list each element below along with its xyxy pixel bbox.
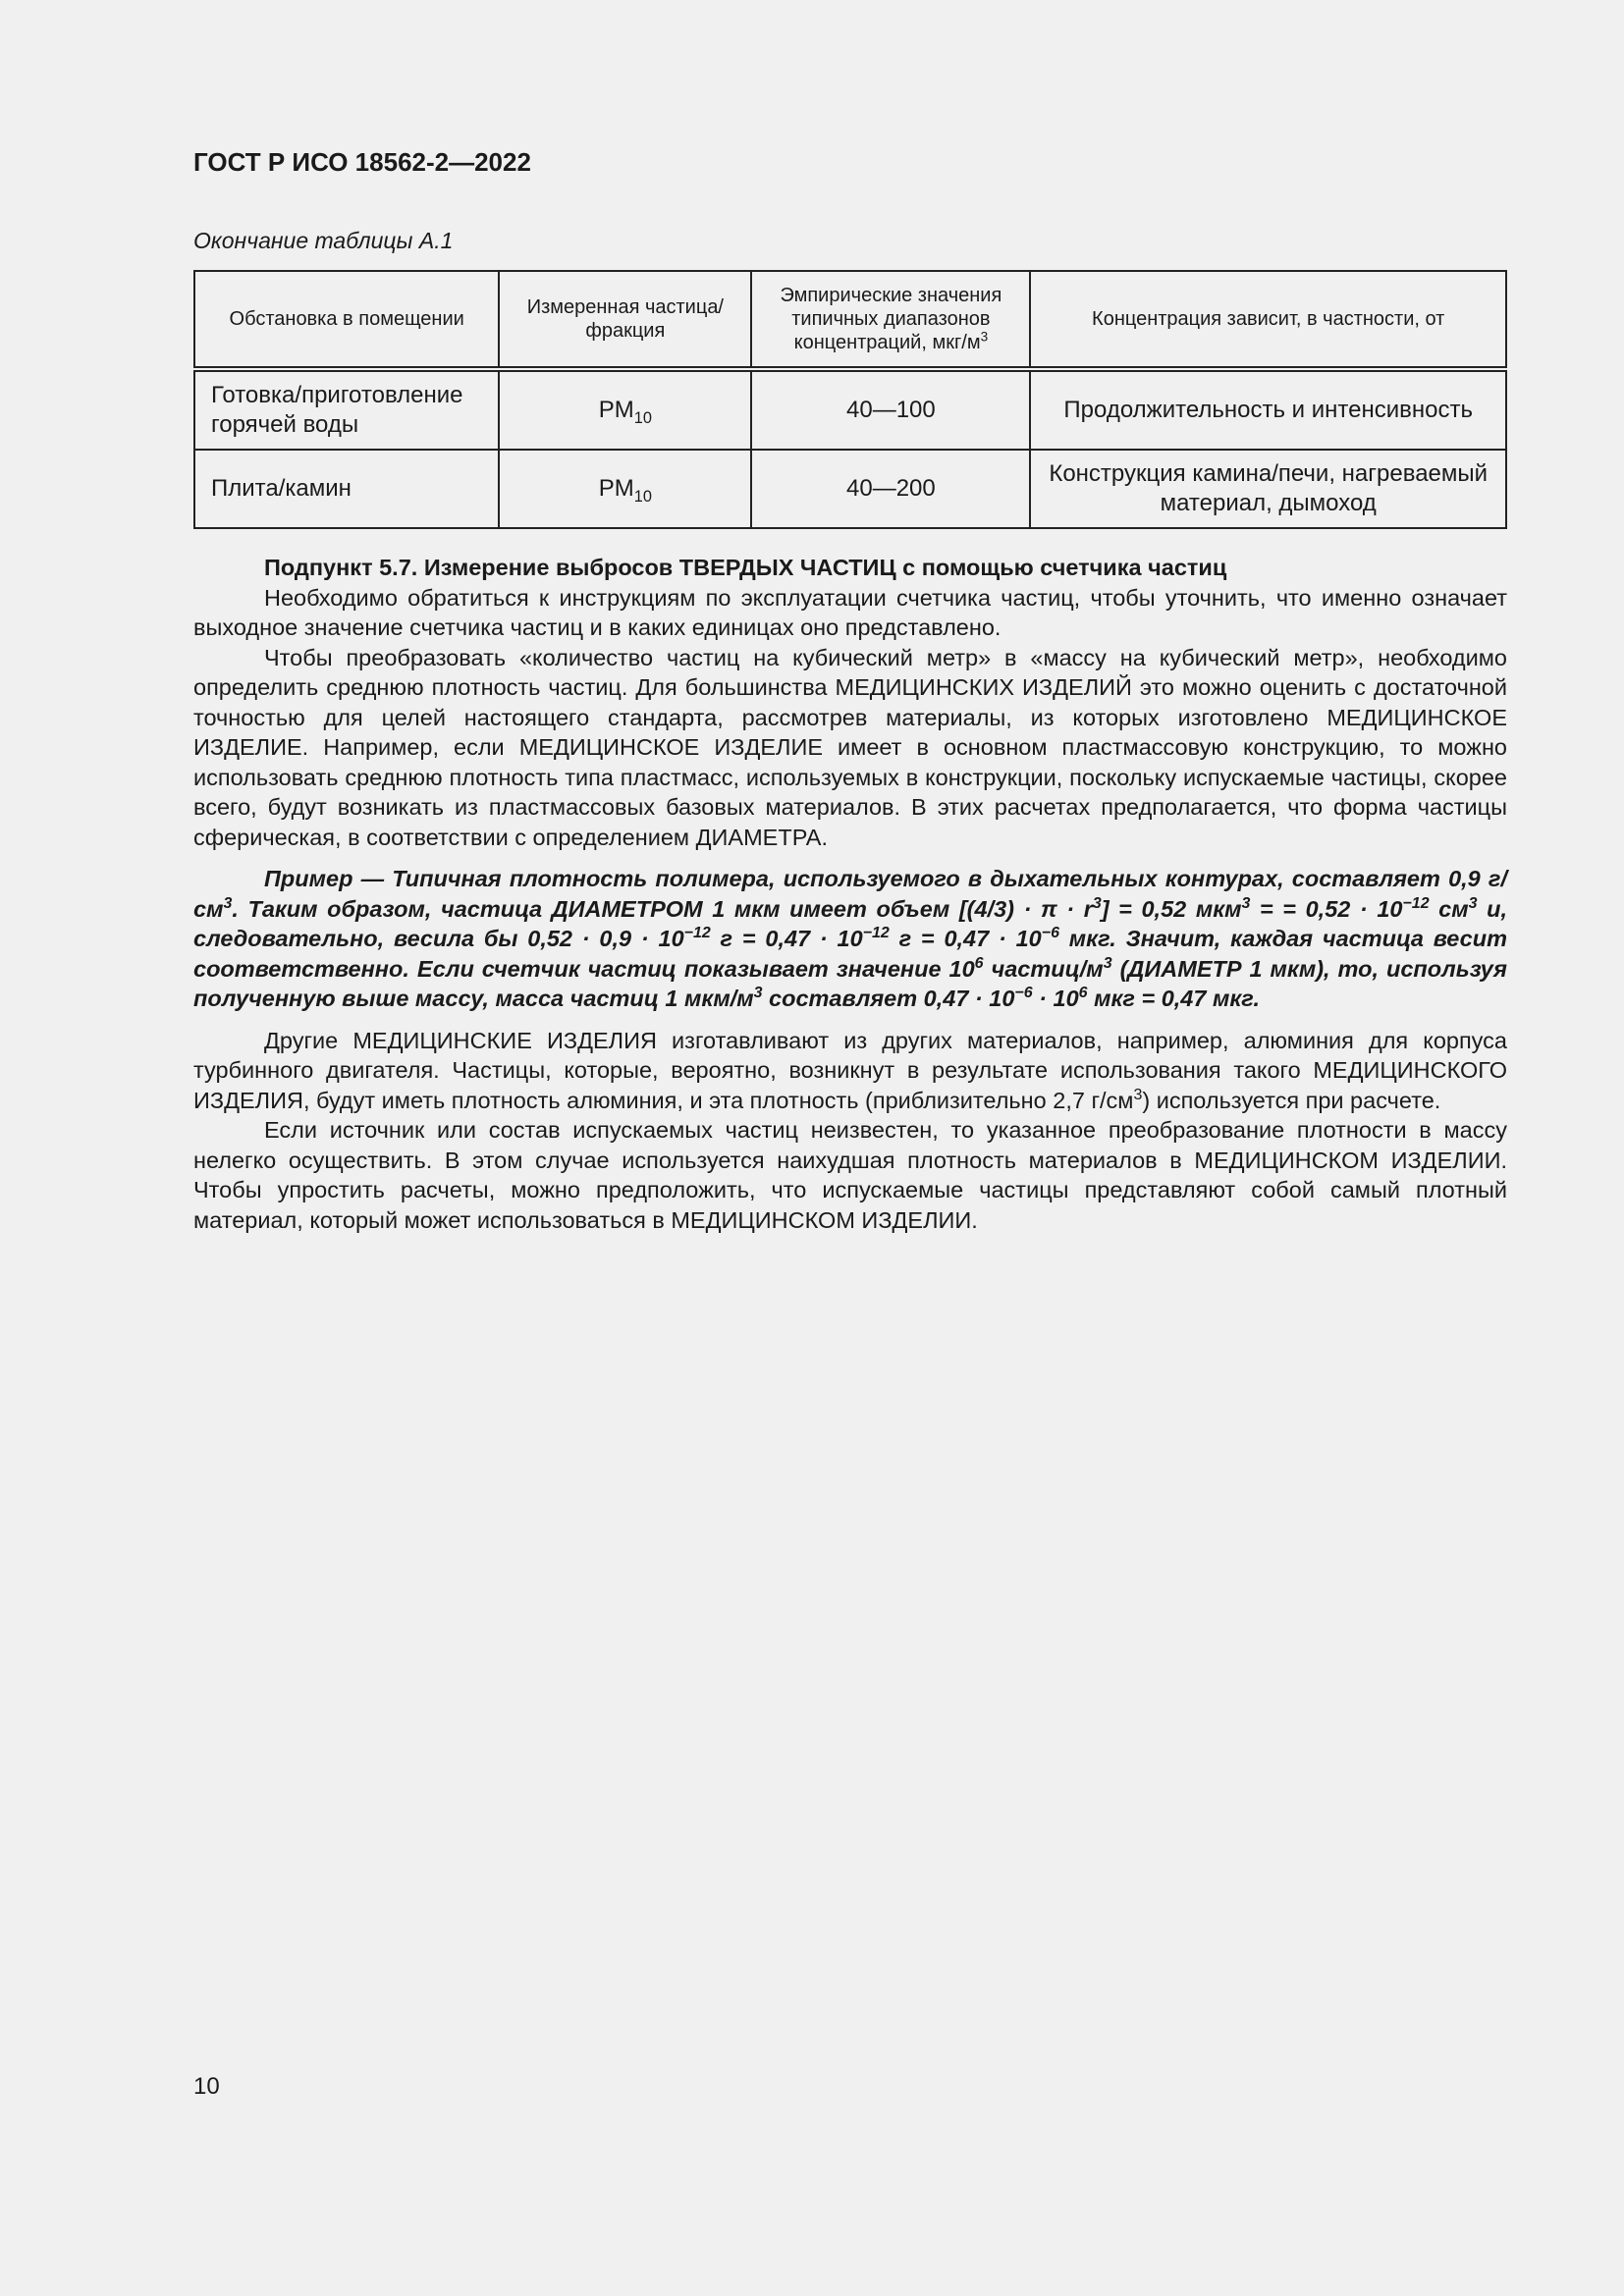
table-caption: Окончание таблицы А.1	[193, 228, 454, 253]
header-depends: Концентрация зависит, в частности, от	[1030, 271, 1506, 369]
data-table	[193, 270, 1507, 529]
paragraph: Другие МЕДИЦИНСКИЕ ИЗДЕЛИЯ изготавливают из других материалов, например, алюминия для корпуса турбинного двигателя. Частицы, которые, вероятно, возникнут в результате использования такого МЕДИЦИНСКОГО ИЗДЕЛИЯ, будут иметь плотность алюминия, и эта плотность (приблизительно 2,7 $г/см^3$) используется при расчете.	[193, 1027, 1507, 1113]
cell-particle: $PM_{10}$	[499, 369, 751, 450]
table-row	[194, 450, 1506, 528]
cell-setting: Плита/камин	[194, 450, 499, 528]
body-text	[193, 553, 1507, 1235]
cell-range: 40—100	[751, 369, 1030, 450]
cell-particle: $PM_{10}$	[499, 450, 751, 528]
paragraph: Если источник или состав испускаемых частиц неизвестен, то указанное преобразование плотности в массу нелегко осуществить. В этом случае используется наихудшая плотность материалов в МЕДИЦИНСКОМ ИЗДЕЛИИ. Чтобы упростить расчеты, можно предположить, что испускаемые частицы представляют собой самый плотный материал, который может использоваться в МЕДИЦИНСКОМ ИЗДЕЛИИ.	[193, 1117, 1507, 1233]
page-number: 10	[193, 2073, 220, 2100]
paragraph: Необходимо обратиться к инструкциям по эксплуатации счетчика частиц, чтобы уточнить, что именно означает выходное значение счетчика частиц и в каких единицах оно представлено.	[193, 584, 1507, 640]
cell-range: 40—200	[751, 450, 1030, 528]
example-paragraph: Пример — Типичная плотность полимера, используемого в дыхательных контурах, составляет 0,9 $г/см^3$. Таким образом, частица ДИАМЕТРОМ 1 мкм имеет объем $[(4/3) \cdot \pi \cdot r^3] = 0,52$ мкм$^3$ = = $0,52 \cdot 10^{-12}$ $см^3$ и, следовательно, весила бы $0,52 \cdot 0,9 \cdot 10^{-12}$ $г = 0,47 \cdot 10^{-12}$ $г = 0,47 \cdot 10^{-6}$ мкг. Значит, каждая частица весит соответственно. Если счетчик частиц показывает значение $10^6$ частиц/$м^3$ (ДИАМЕТР 1 мкм), то, используя полученную выше массу, масса частиц 1 мкм/$м^3$ составляет $0,47 \cdot 10^{-6} \cdot 10^6$ мкг = 0,47 мкг.	[193, 866, 1507, 1011]
header-setting: Обстановка в помещении	[194, 271, 499, 369]
table-header-row	[194, 271, 1506, 369]
header-particle: Измеренная частица/ фракция	[499, 271, 751, 369]
header-range: Эмпирические значения типичных диапазонов концентраций, мкг/$м^3$	[751, 271, 1030, 369]
cell-depends: Конструкция камина/печи, нагреваемый материал, дымоход	[1030, 450, 1506, 528]
table-row	[194, 369, 1506, 450]
cell-depends: Продолжительность и интенсивность	[1030, 369, 1506, 450]
subclause-heading: Подпункт 5.7. Измерение выбросов ТВЕРДЫХ ЧАСТИЦ с помощью счетчика частиц	[264, 555, 1227, 580]
paragraph: Чтобы преобразовать «количество частиц на кубический метр» в «массу на кубический метр», необходимо определить среднюю плотность частиц. Для большинства МЕДИЦИНСКИХ ИЗДЕЛИЙ это можно оценить с достаточной точностью для целей настоящего стандарта, рассмотрев материалы, из которых изготовлено МЕДИЦИНСКОЕ ИЗДЕЛИЕ. Например, если МЕДИЦИНСКОЕ ИЗДЕЛИЕ имеет в основном пластмассовую конструкцию, то можно использовать среднюю плотность типа пластмасс, используемых в конструкции, поскольку испускаемые частицы, скорее всего, будут возникать из пластмассовых базовых материалов. В этих расчетах предполагается, что форма частицы сферическая, в соответствии с определением ДИАМЕТРА.	[193, 644, 1507, 850]
cell-setting: Готовка/приготовление горячей воды	[194, 369, 499, 450]
document-header: ГОСТ Р ИСО 18562-2—2022	[193, 147, 531, 177]
